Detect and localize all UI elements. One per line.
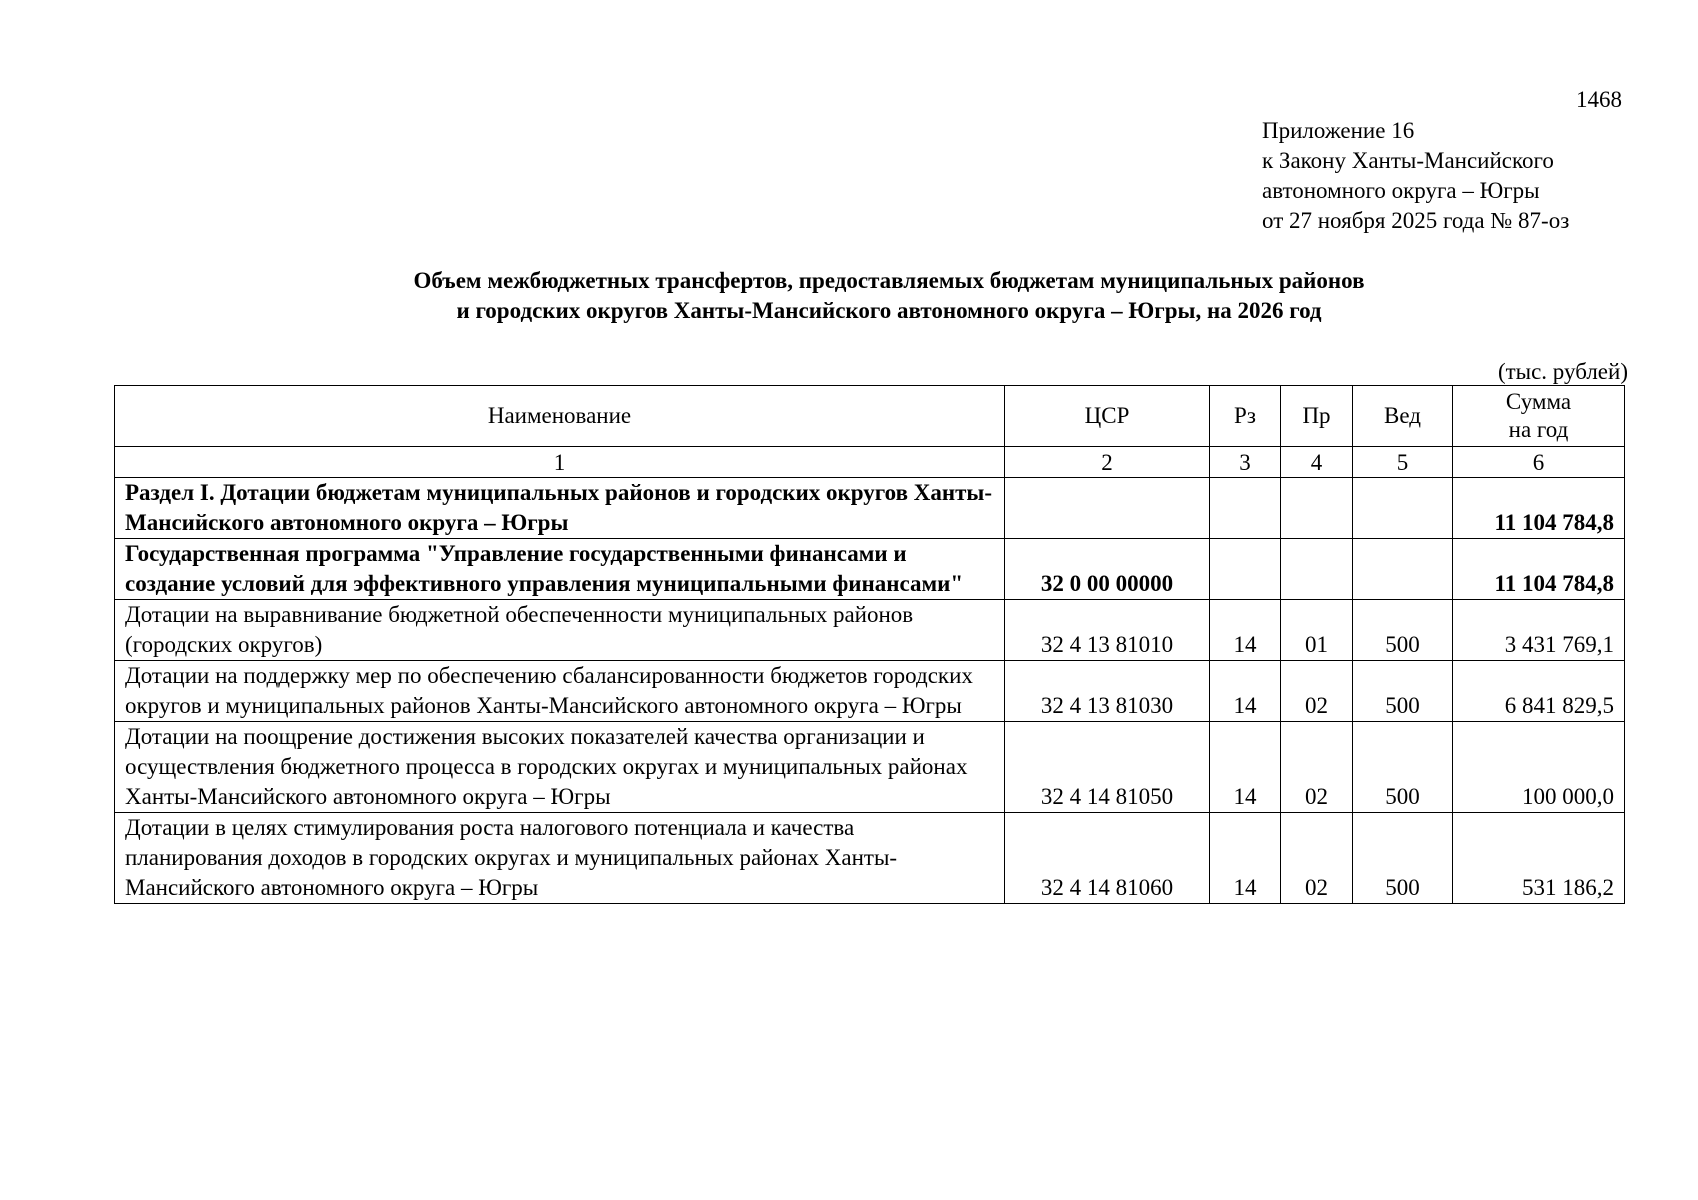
table-row bbox=[115, 661, 1625, 722]
header-csr: ЦСР bbox=[1005, 386, 1210, 447]
appendix-reference bbox=[1262, 116, 1569, 236]
row-rz: 14 bbox=[1210, 813, 1281, 904]
row-pr: 02 bbox=[1281, 813, 1353, 904]
column-number: 6 bbox=[1453, 447, 1625, 478]
column-number: 1 bbox=[115, 447, 1005, 478]
row-sum: 11 104 784,8 bbox=[1453, 478, 1625, 539]
row-pr bbox=[1281, 539, 1353, 600]
row-sum: 11 104 784,8 bbox=[1453, 539, 1625, 600]
row-name: Дотации на поощрение достижения высоких показателей качества организации и осуществления бюджетного процесса в городских округах и муниципальных районах Ханты-Мансийского автономного округа – Югры bbox=[115, 722, 1005, 813]
document-title bbox=[114, 266, 1664, 326]
table-row-program bbox=[115, 539, 1625, 600]
header-rz: Рз bbox=[1210, 386, 1281, 447]
column-number: 4 bbox=[1281, 447, 1353, 478]
row-ved: 500 bbox=[1353, 722, 1453, 813]
row-name: Дотации в целях стимулирования роста налогового потенциала и качества планирования доходов в городских округах и муниципальных районах Ханты-Мансийского автономного округа – Югры bbox=[115, 813, 1005, 904]
row-rz: 14 bbox=[1210, 722, 1281, 813]
row-sum: 6 841 829,5 bbox=[1453, 661, 1625, 722]
row-csr: 32 4 14 81060 bbox=[1005, 813, 1210, 904]
row-sum: 100 000,0 bbox=[1453, 722, 1625, 813]
row-csr bbox=[1005, 478, 1210, 539]
row-name: Государственная программа "Управление государственными финансами и создание условий для эффективного управления муниципальными финансами" bbox=[115, 539, 1005, 600]
units-label: (тыс. рублей) bbox=[1497, 359, 1628, 384]
row-csr: 32 4 13 81010 bbox=[1005, 600, 1210, 661]
transfers-table bbox=[114, 385, 1625, 904]
appendix-line: Приложение 16 bbox=[1262, 118, 1415, 143]
row-csr: 32 0 00 00000 bbox=[1005, 539, 1210, 600]
row-ved: 500 bbox=[1353, 661, 1453, 722]
row-rz bbox=[1210, 539, 1281, 600]
column-number: 5 bbox=[1353, 447, 1453, 478]
column-number: 2 bbox=[1005, 447, 1210, 478]
appendix-line: к Закону Ханты-Мансийского bbox=[1262, 148, 1554, 173]
row-pr bbox=[1281, 478, 1353, 539]
row-pr: 02 bbox=[1281, 661, 1353, 722]
row-rz: 14 bbox=[1210, 600, 1281, 661]
row-rz: 14 bbox=[1210, 661, 1281, 722]
page-number: 1468 bbox=[1576, 87, 1622, 112]
row-ved bbox=[1353, 539, 1453, 600]
row-ved: 500 bbox=[1353, 813, 1453, 904]
table-row bbox=[115, 813, 1625, 904]
title-line: Объем межбюджетных трансфертов, предоставляемых бюджетам муниципальных районов bbox=[413, 268, 1365, 293]
header-ved: Вед bbox=[1353, 386, 1453, 447]
row-name: Дотации на выравнивание бюджетной обеспеченности муниципальных районов (городских округов) bbox=[115, 600, 1005, 661]
header-row bbox=[115, 386, 1625, 447]
table-row-section bbox=[115, 478, 1625, 539]
appendix-line: от 27 ноября 2025 года № 87-оз bbox=[1262, 208, 1570, 233]
row-rz bbox=[1210, 478, 1281, 539]
header-pr: Пр bbox=[1281, 386, 1353, 447]
appendix-line: автономного округа – Югры bbox=[1262, 178, 1540, 203]
row-ved: 500 bbox=[1353, 600, 1453, 661]
header-sum-line: на год bbox=[1508, 417, 1569, 442]
table-row bbox=[115, 722, 1625, 813]
row-name: Дотации на поддержку мер по обеспечению сбалансированности бюджетов городских округов и муниципальных районов Ханты-Мансийского автономного округа – Югры bbox=[115, 661, 1005, 722]
row-sum: 3 431 769,1 bbox=[1453, 600, 1625, 661]
header-name: Наименование bbox=[115, 386, 1005, 447]
row-pr: 02 bbox=[1281, 722, 1353, 813]
title-line: и городских округов Ханты-Мансийского автономного округа – Югры, на 2026 год bbox=[456, 298, 1322, 323]
row-name: Раздел I. Дотации бюджетам муниципальных районов и городских округов Ханты-Мансийского автономного округа – Югры bbox=[115, 478, 1005, 539]
row-sum: 531 186,2 bbox=[1453, 813, 1625, 904]
header-sum bbox=[1453, 386, 1625, 447]
column-number: 3 bbox=[1210, 447, 1281, 478]
table-row bbox=[115, 600, 1625, 661]
row-csr: 32 4 13 81030 bbox=[1005, 661, 1210, 722]
header-sum-line: Сумма bbox=[1505, 389, 1572, 414]
row-ved bbox=[1353, 478, 1453, 539]
column-numbers-row bbox=[115, 447, 1625, 478]
row-csr: 32 4 14 81050 bbox=[1005, 722, 1210, 813]
row-pr: 01 bbox=[1281, 600, 1353, 661]
